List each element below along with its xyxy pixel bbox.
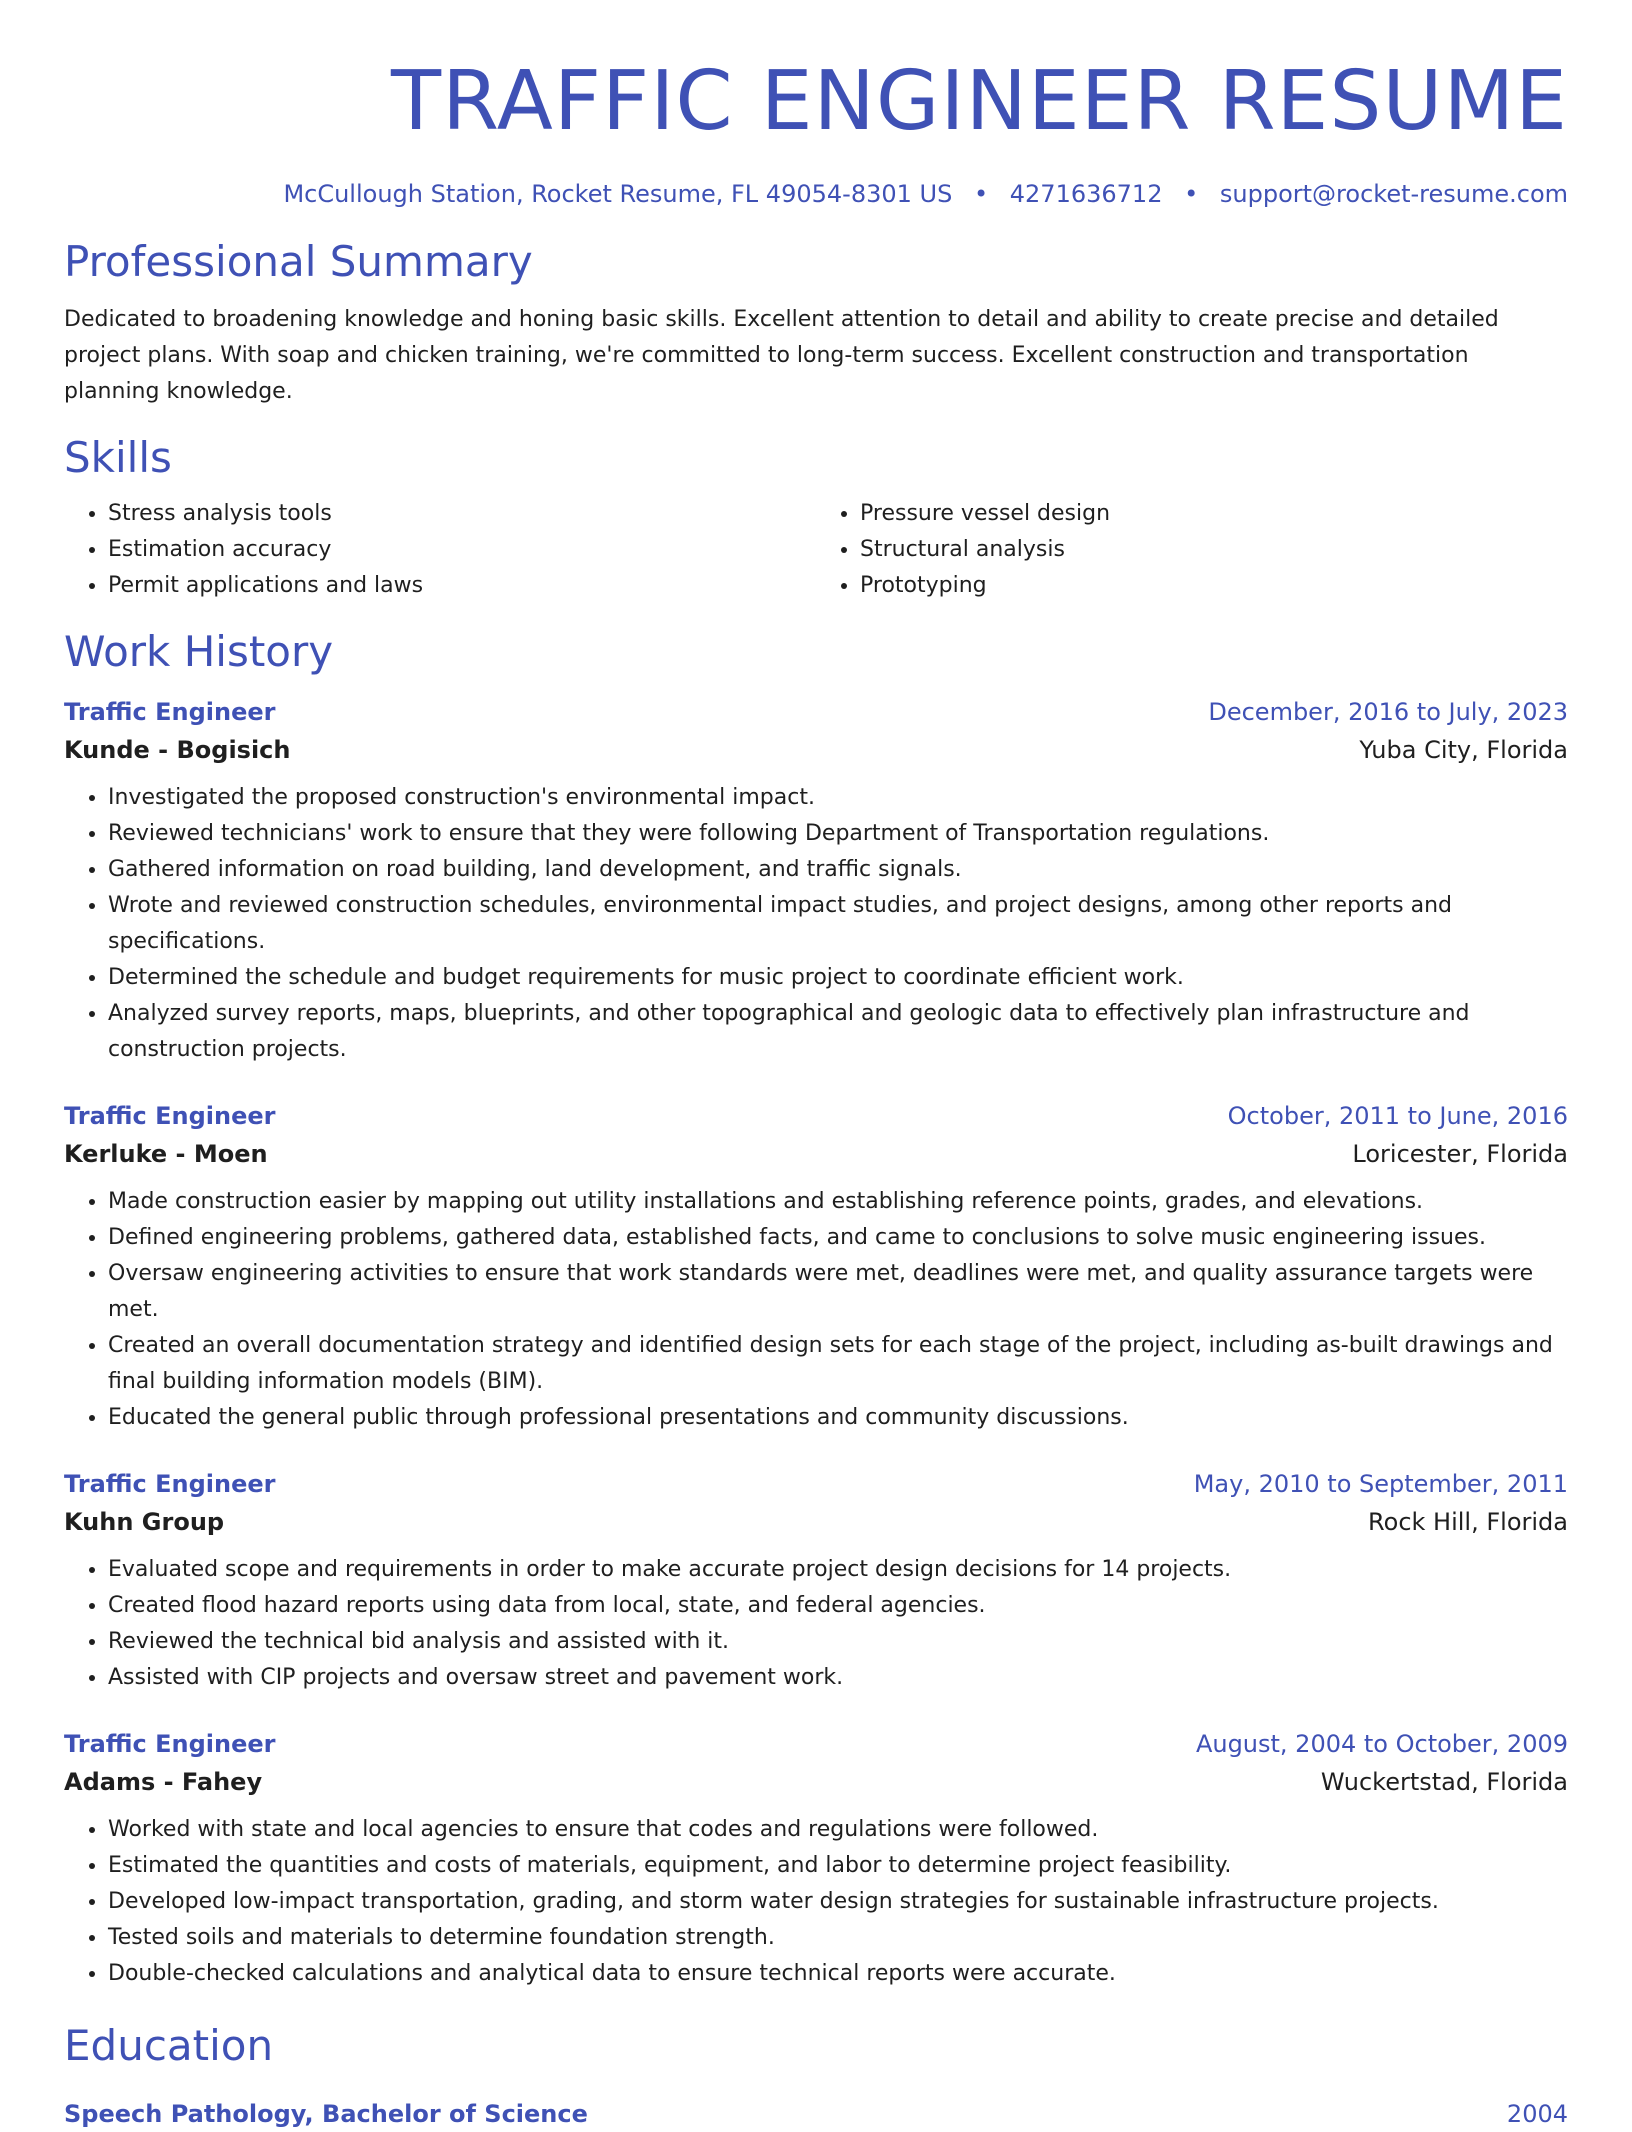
skill-item: • Pressure vessel design	[860, 496, 1568, 532]
job-duty: • Analyzed survey reports, maps, blueprints, and other topographical and geologic data to effectively plan infrastructure and construction projects.	[108, 996, 1568, 1068]
skill-item: • Stress analysis tools	[108, 496, 816, 532]
job-entry	[64, 1098, 1568, 1436]
job-location: Rock Hill, Florida	[1368, 1508, 1568, 1536]
job-entry	[64, 1726, 1568, 1992]
job-company: Kuhn Group	[64, 1508, 225, 1536]
summary-text: Dedicated to broadening knowledge and honing basic skills. Excellent attention to detail and ability to create precise and detailed project plans. With soap and chicken training, we're committed to long-term success. Excellent construction and transportation planning knowledge.	[64, 307, 1499, 404]
job-dates: May, 2010 to September, 2011	[1193, 1470, 1568, 1498]
job-duty: • Gathered information on road building, land development, and traffic signals.	[108, 852, 1568, 888]
summary-heading: Professional Summary	[64, 237, 533, 286]
job-duty: • Worked with state and local agencies to ensure that codes and regulations were followed.	[108, 1812, 1568, 1848]
job-duty: • Developed low-impact transportation, grading, and storm water design strategies for sustainable infrastructure projects.	[108, 1884, 1568, 1920]
job-duty: • Double-checked calculations and analytical data to ensure technical reports were accurate.	[108, 1956, 1568, 1992]
job-duty: • Assisted with CIP projects and oversaw street and pavement work.	[108, 1660, 1568, 1696]
contact-separator: •	[973, 180, 989, 208]
education-year: 2004	[1506, 2100, 1568, 2128]
skill-item: • Structural analysis	[860, 532, 1568, 568]
contact-email: support@rocket-resume.com	[1219, 180, 1568, 208]
job-title: Traffic Engineer	[64, 1730, 276, 1758]
job-title: Traffic Engineer	[64, 1470, 276, 1498]
education-entry	[64, 2096, 1568, 2132]
job-company: Adams - Fahey	[64, 1768, 263, 1796]
job-company: Kunde - Bogisich	[64, 736, 291, 764]
resume-title: TRAFFIC ENGINEER RESUME	[391, 54, 1568, 149]
job-title: Traffic Engineer	[64, 698, 276, 726]
skills-column-right	[816, 496, 1568, 604]
education-heading: Education	[64, 2021, 274, 2070]
skills-list	[64, 496, 1568, 604]
education-degree: Speech Pathology, Bachelor of Science	[64, 2100, 588, 2128]
contact-address: McCullough Station, Rocket Resume, FL 49054-8301 US	[283, 180, 953, 208]
job-duties	[64, 780, 1568, 1068]
job-duty: • Determined the schedule and budget requirements for music project to coordinate efficient work.	[108, 960, 1568, 996]
job-duty: • Estimated the quantities and costs of materials, equipment, and labor to determine project feasibility.	[108, 1848, 1568, 1884]
skills-heading: Skills	[64, 433, 172, 482]
job-duties	[64, 1184, 1568, 1436]
job-duty: • Oversaw engineering activities to ensure that work standards were met, deadlines were met, and quality assurance targets were met.	[108, 1256, 1568, 1328]
skill-item: • Prototyping	[860, 568, 1568, 604]
contact-phone: 4271636712	[1009, 180, 1163, 208]
job-title: Traffic Engineer	[64, 1102, 276, 1130]
job-dates: August, 2004 to October, 2009	[1195, 1730, 1568, 1758]
contact-separator: •	[1184, 180, 1199, 208]
work-history-heading: Work History	[64, 627, 334, 676]
job-dates: October, 2011 to June, 2016	[1227, 1102, 1568, 1130]
job-duty: • Defined engineering problems, gathered data, established facts, and came to conclusions to solve music engineering issues.	[108, 1220, 1568, 1256]
job-duty: • Created an overall documentation strategy and identified design sets for each stage of the project, including as-built drawings and final building information models (BIM).	[108, 1328, 1568, 1400]
job-entry	[64, 1466, 1568, 1696]
job-duties	[64, 1552, 1568, 1696]
job-location: Wuckertstad, Florida	[1320, 1768, 1568, 1796]
job-duty: • Created flood hazard reports using data from local, state, and federal agencies.	[108, 1588, 1568, 1624]
job-location: Yuba City, Florida	[1359, 736, 1568, 764]
job-duty: • Wrote and reviewed construction schedules, environmental impact studies, and project designs, among other reports and specifications.	[108, 888, 1568, 960]
job-company: Kerluke - Moen	[64, 1140, 268, 1168]
skills-column-left	[64, 496, 816, 604]
job-duties	[64, 1812, 1568, 1992]
skill-item: • Estimation accuracy	[108, 532, 816, 568]
job-dates: December, 2016 to July, 2023	[1208, 698, 1568, 726]
skill-item: • Permit applications and laws	[108, 568, 816, 604]
job-duty: • Made construction easier by mapping out utility installations and establishing reference points, grades, and elevations.	[108, 1184, 1568, 1220]
job-duty: • Evaluated scope and requirements in order to make accurate project design decisions for 14 projects.	[108, 1552, 1568, 1588]
job-duty: • Tested soils and materials to determine foundation strength.	[108, 1920, 1568, 1956]
job-duty: • Educated the general public through professional presentations and community discussions.	[108, 1400, 1568, 1436]
job-entry	[64, 694, 1568, 1068]
job-duty: • Reviewed the technical bid analysis and assisted with it.	[108, 1624, 1568, 1660]
job-location: Loricester, Florida	[1352, 1140, 1568, 1168]
job-duty: • Reviewed technicians' work to ensure that they were following Department of Transportation regulations.	[108, 816, 1568, 852]
job-duty: • Investigated the proposed construction's environmental impact.	[108, 780, 1568, 816]
contact-line	[64, 178, 1568, 210]
